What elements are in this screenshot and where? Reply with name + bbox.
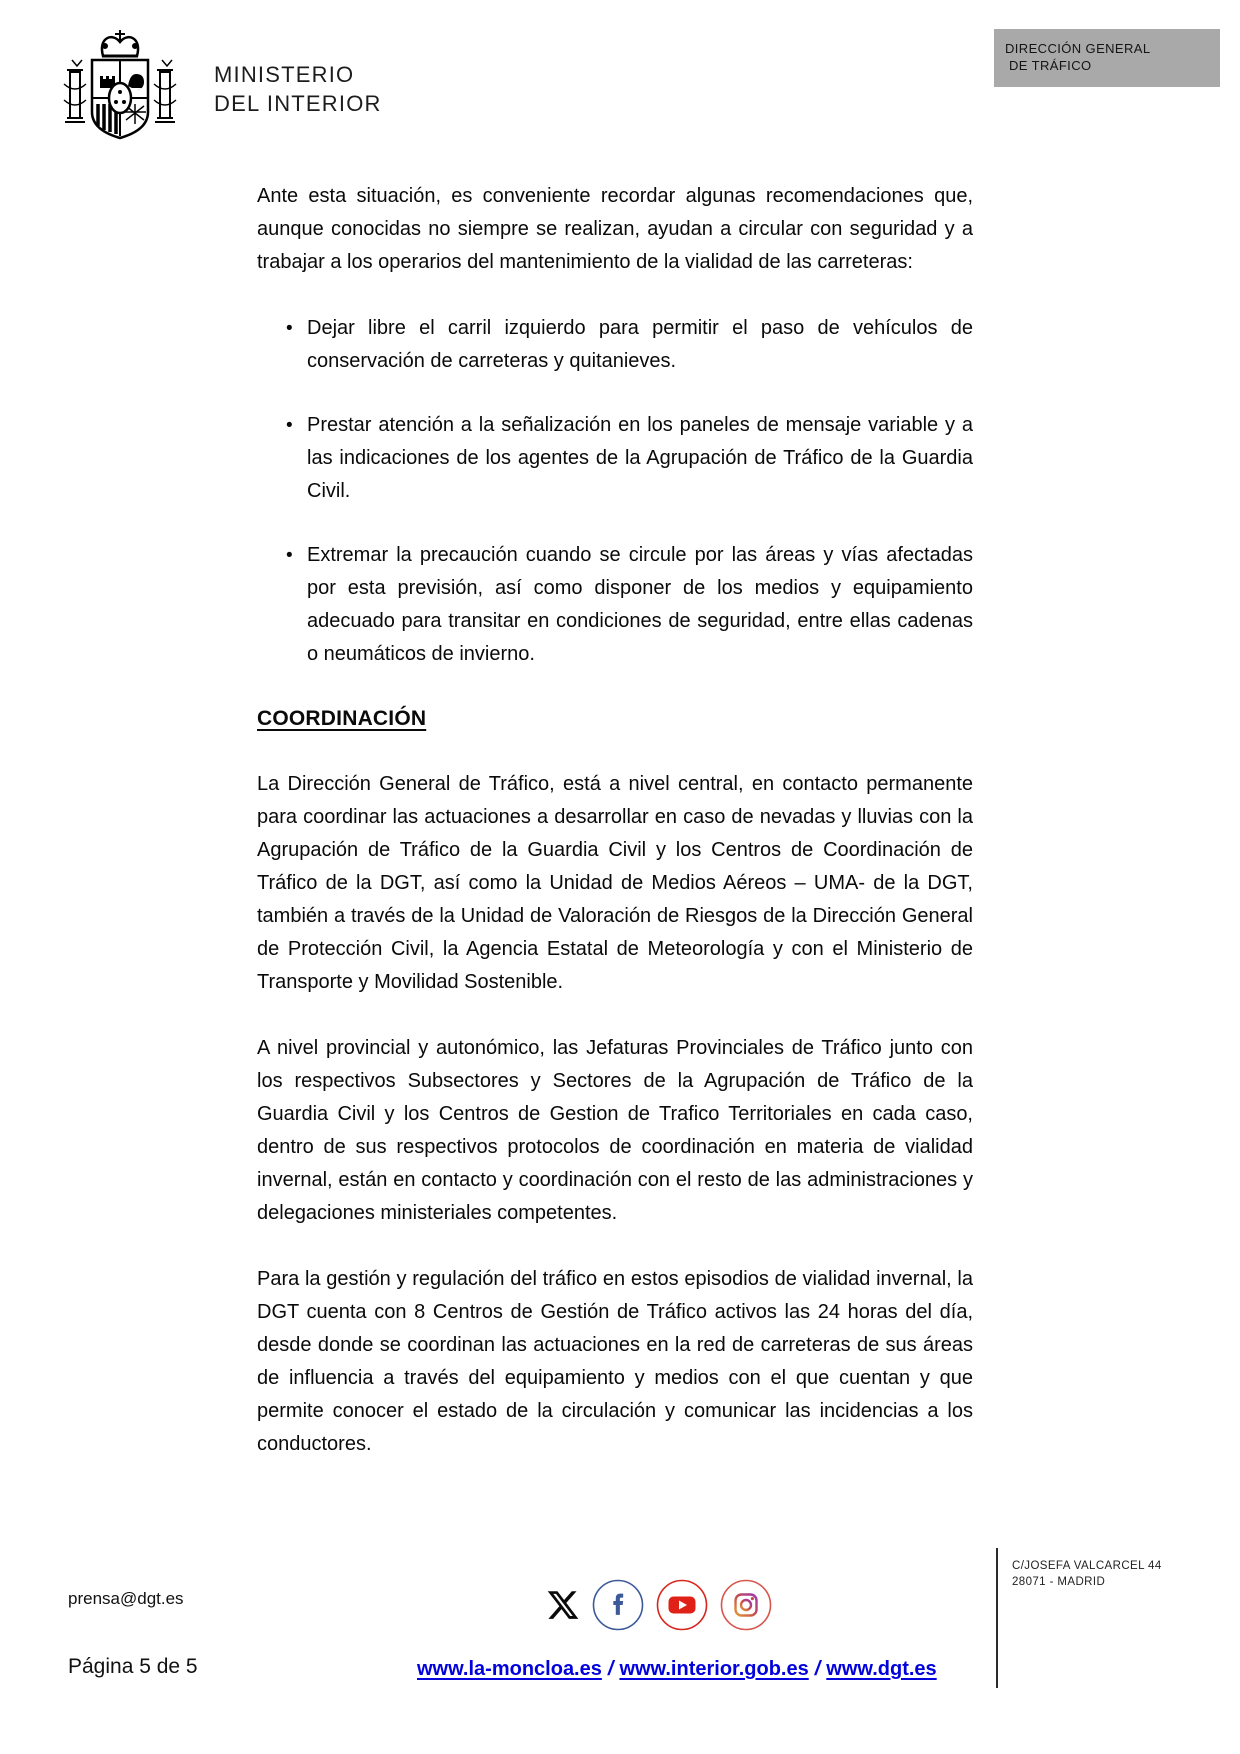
footer-links (417, 1658, 937, 1681)
dgt-department-badge (994, 29, 1220, 87)
ministry-line2: DEL INTERIOR (214, 91, 382, 116)
document-body (257, 180, 973, 1494)
spain-coat-of-arms-icon (58, 26, 182, 142)
press-email: prensa@dgt.es (68, 1589, 184, 1608)
bullet-item: • Extremar la precaución cuando se circule por las áreas y vías afectadas por esta previsión, así como disponer de los medios y equipamiento adecuado para transitar en condiciones de seguridad, entre ellas cadenas o neumáticos de invierno. (257, 539, 973, 671)
address-line2: 28071 - MADRID (1012, 1576, 1106, 1588)
badge-line2: DE TRÁFICO (1009, 58, 1092, 73)
footer-divider (996, 1548, 998, 1688)
link-separator: / (814, 1658, 821, 1680)
link-interior-gob[interactable]: www.interior.gob.es (619, 1658, 809, 1680)
office-address (1012, 1558, 1162, 1590)
ministry-line1: MINISTERIO (214, 62, 355, 87)
social-icons-row (546, 1579, 772, 1631)
body-paragraph: Para la gestión y regulación del tráfico en estos episodios de vialidad invernal, la DGT cuenta con 8 Centros de Gestión de Tráfico activos las 24 horas del día, desde donde se coordinan las actuaciones en la red de carreteras de sus áreas de influencia a través del equipamiento y medios con el que cuentan y que permite conocer el estado de la circulación y comunicar las incidencias a los conductores. (257, 1268, 973, 1455)
bullet-item: • Dejar libre el carril izquierdo para permitir el paso de vehículos de conservación de carreteras y quitanieves. (257, 312, 973, 378)
section-heading: COORDINACIÓN (257, 707, 427, 730)
address-line1: C/JOSEFA VALCARCEL 44 (1012, 1560, 1162, 1572)
recommendations-list (257, 312, 973, 671)
ministry-name (214, 60, 382, 118)
badge-line1: DIRECCIÓN GENERAL (1005, 41, 1151, 56)
body-paragraph: La Dirección General de Tráfico, está a nivel central, en contacto permanente para coordinar las actuaciones a desarrollar en caso de nevadas y lluvias con la Agrupación de Tráfico de la Guardia Civil y los Centros de Coordinación de Tráfico de la DGT, así como la Unidad de Medios Aéreos – UMA- de la DGT, también a través de la Unidad de Valoración de Riesgos de la Dirección General de Protección Civil, la Agencia Estatal de Meteorología y con el Ministerio de Transporte y Movilidad Sostenible. (257, 773, 973, 993)
intro-paragraph: Ante esta situación, es conveniente recordar algunas recomendaciones que, aunque conocidas no siempre se realizan, ayudan a circular con seguridad y a trabajar a los operarios del mantenimiento de la vialidad de las carreteras: (257, 185, 973, 273)
facebook-icon[interactable] (592, 1579, 644, 1631)
bullet-item: • Prestar atención a la señalización en los paneles de mensaje variable y a las indicaciones de los agentes de la Agrupación de Tráfico de la Guardia Civil. (257, 409, 973, 508)
youtube-icon[interactable] (656, 1579, 708, 1631)
link-dgt[interactable]: www.dgt.es (826, 1658, 937, 1680)
body-paragraph: A nivel provincial y autonómico, las Jefaturas Provinciales de Tráfico junto con los respectivos Subsectores y Sectores de la Agrupación de Tráfico de la Guardia Civil y los Centros de Gestion de Trafico Territoriales en cada caso, dentro de sus respectivos protocolos de coordinación en materia de vialidad invernal, están en contacto y coordinación con el resto de las administraciones y delegaciones ministeriales competentes. (257, 1037, 973, 1224)
link-separator: / (607, 1658, 614, 1680)
instagram-icon[interactable] (720, 1579, 772, 1631)
link-la-moncloa[interactable]: www.la-moncloa.es (417, 1658, 602, 1680)
x-icon[interactable] (546, 1588, 580, 1622)
page-indicator: Página 5 de 5 (68, 1655, 198, 1678)
